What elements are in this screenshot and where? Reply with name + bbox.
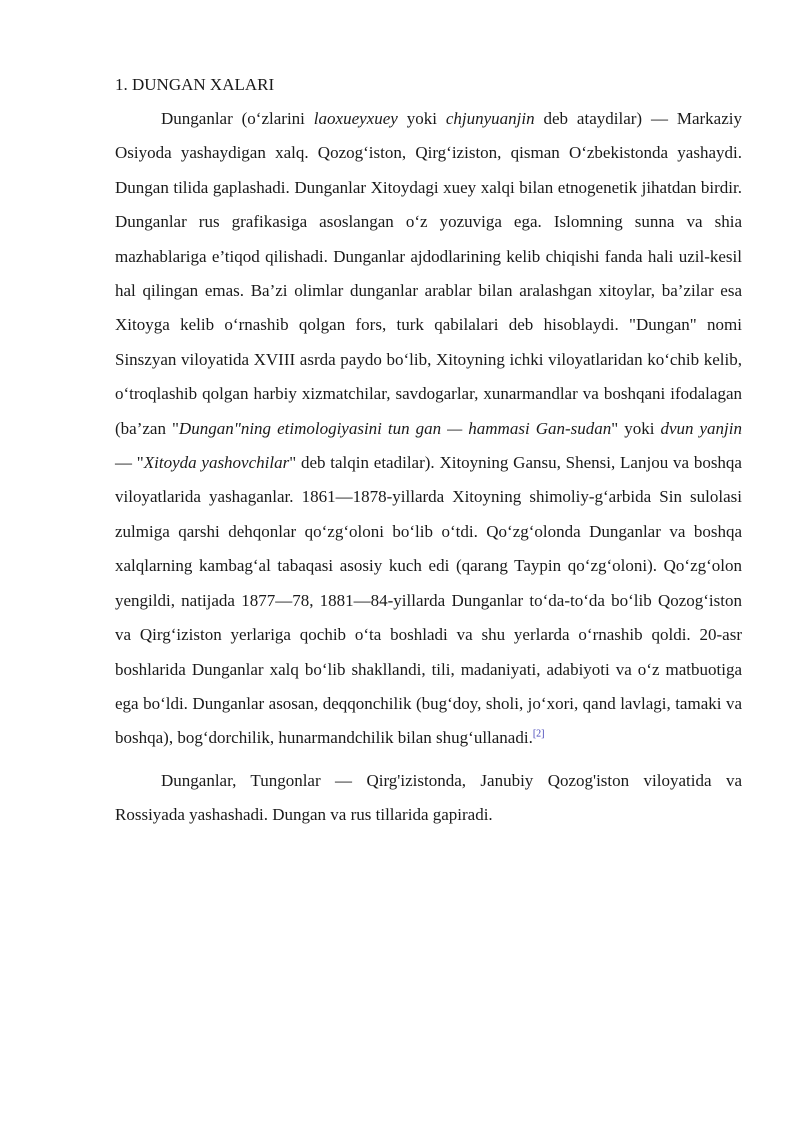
text-segment: Dunganlar (o‘zlarini: [161, 109, 314, 128]
section-heading: 1. DUNGAN XALARI: [115, 75, 275, 94]
text-segment: — ": [115, 453, 144, 473]
italic-term-xitoyda: Xitoyda yashovchilar: [143, 453, 290, 473]
footnote-reference-link[interactable]: [2]: [532, 728, 545, 740]
paragraph-dunganlar-tungonlar: Dunganlar, Tungonlar — Qirg'izistonda, Janubiy Qozog'iston viloyatida va Rossiyada yashashadi. Dungan va rus tillarida gapiradi.: [115, 770, 742, 825]
italic-term-dvun-yanjin: dvun yanjin: [660, 418, 743, 438]
document-page: [115, 74, 742, 833]
italic-term-chjunyuanjin: chjunyuanjin: [445, 109, 535, 128]
italic-etymology: Dungan"ning etimologiyasini tun gan — hammasi Gan-sudan: [178, 418, 612, 438]
text-segment: yoki: [397, 109, 446, 128]
text-segment: deb ataydilar) — Markaziy Osiyoda yashaydigan xalq. Qozog‘iston, Qirg‘iziston, qisman O‘zbekistonda yashaydi. Dungan tilida gaplashadi. Dunganlar Xitoydagi xuey xalqi bilan etnogenetik jihatdan birdir. Dunganlar rus grafikasiga asoslangan o‘z yozuviga ega. Islomning sunna va shia mazhablariga e’tiqod qilishadi. Dunganlar ajdodlarining kelib chiqishi fanda hali uzil-kesil hal qilingan emas. Ba’zi olimlar dunganlar arablar bilan aralashgan xitoylar, ba’zilar esa Xitoyga kelib o‘rnashib qolgan fors, turk qabilalari deb hisoblaydi. "Dungan" nomi Sinszyan viloyatida XVIII asrda paydo bo‘lib, Xitoyning ichki viloyatlaridan ko‘chib kelib, o‘troqlashib qolgan harbiy xizmatchilar, savdogarlar, xunarmandlar va boshqani ifodalagan (ba’zan ": [115, 109, 742, 438]
paragraph-dunganlar-history: [115, 102, 742, 756]
text-segment: " deb talqin etadilar). Xitoyning Gansu, Shensi, Lanjou va boshqa viloyatlarida yashaganlar. 1861—1878-yillarda Xitoyning shimoliy-g‘arbida Sin sulolasi zulmiga qarshi dehqonlar qo‘zg‘oloni bo‘lib o‘tdi. Qo‘zg‘olonda Dunganlar va boshqa xalqlarning kambag‘al tabaqasi asosiy kuch edi (qarang Taypin qo‘zg‘oloni). Qo‘zg‘olon yengildi, natijada 1877—78, 1881—84-yillarda Dunganlar to‘da-to‘da bo‘lib Qozog‘iston va Qirg‘iziston yerlariga qochib o‘ta boshladi va shu yerlarda o‘rnashib qoldi. 20-asr boshlarida Dunganlar xalq bo‘lib shakllandi, tili, madaniyati, adabiyoti va o‘z matbuotiga ega bo‘ldi. Dunganlar asosan, deqqonchilik (bug‘doy, sholi, jo‘xori, qand lavlagi, tamaki va boshqa), bog‘dorchilik, hunarmandchilik bilan shug‘ullanadi.: [115, 453, 742, 748]
italic-term-laoxueyxuey: laoxueyxuey: [313, 109, 398, 128]
text-segment: " yoki: [611, 418, 661, 438]
